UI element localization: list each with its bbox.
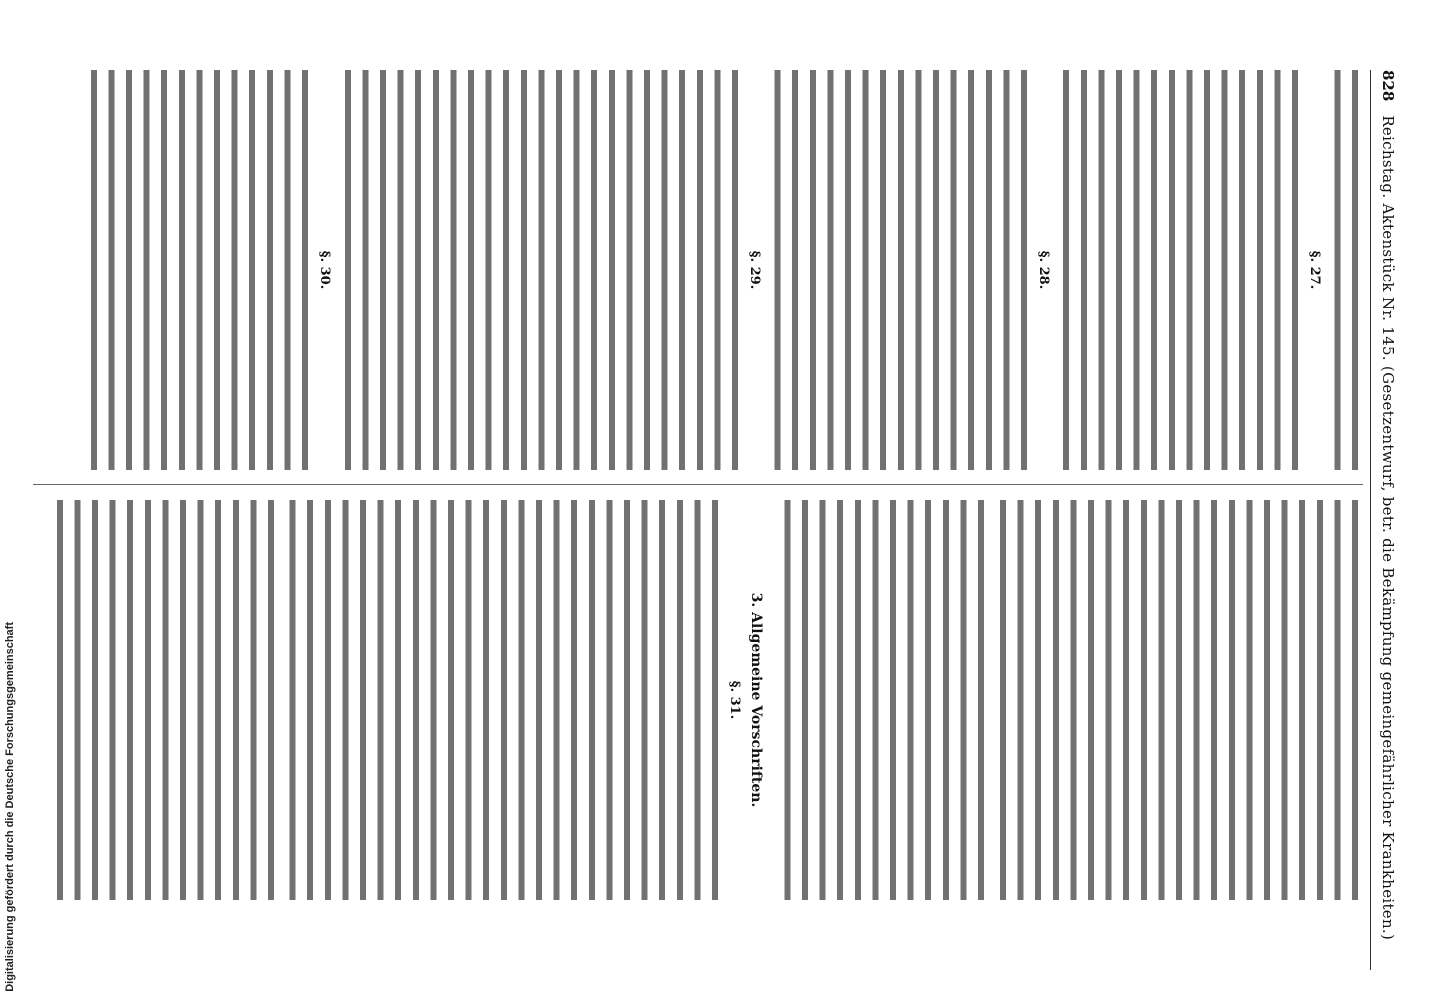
section-title: 3. Allgemeine Vorschriften. <box>748 592 764 808</box>
paragraph-text-block <box>993 500 1363 900</box>
right-column <box>33 500 1363 900</box>
section-heading: §. 29. <box>747 250 762 290</box>
paragraph-text-block <box>283 500 723 900</box>
left-column <box>33 70 1363 470</box>
section-heading: §. 30. <box>317 250 332 290</box>
paragraph-text-block <box>768 70 1032 470</box>
column-divider <box>33 484 1363 485</box>
credit-text: Digitalisierung gefördert durch die Deutsche Forschungsgemeinschaft <box>4 622 16 992</box>
paragraph-text-block <box>338 70 743 470</box>
page-header <box>1370 70 1397 970</box>
digitization-credit <box>4 622 16 992</box>
paragraph-text-block <box>1328 70 1363 470</box>
paragraph-text-block <box>1057 70 1303 470</box>
section-heading: §. 28. <box>1036 250 1051 290</box>
section-heading: §. 31. <box>727 680 742 720</box>
page-number: 828 <box>1379 70 1397 102</box>
paragraph-text-block <box>774 500 989 900</box>
paragraph-text-block <box>49 500 279 900</box>
section-heading: §. 27. <box>1307 250 1322 290</box>
page-title: Reichstag. Aktenstück Nr. 145. (Gesetzentwurf, betr. die Bekämpfung gemeingefährlicher Krankheiten.) <box>1379 115 1397 941</box>
paragraph-text-block <box>83 70 313 470</box>
